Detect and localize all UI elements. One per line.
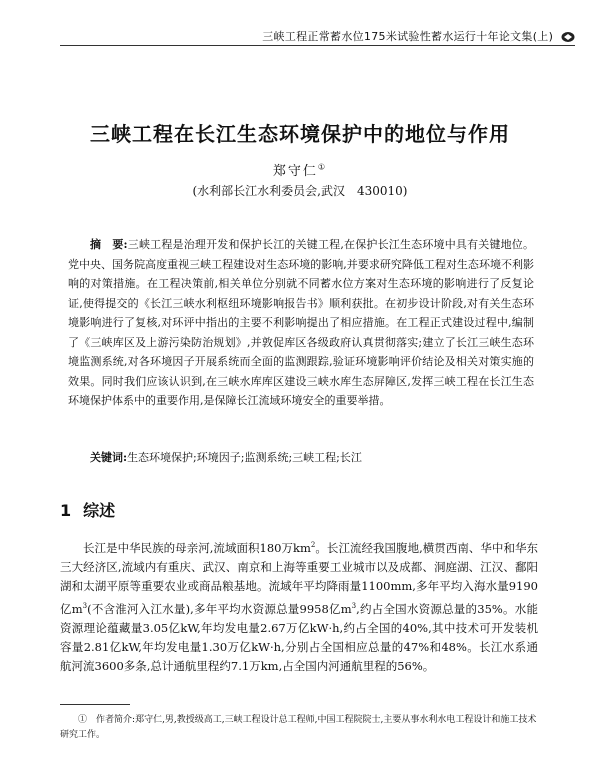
abstract-text: 三峡工程是治理开发和保护长江的关键工程,在保护长江生态环境中具有关键地位。党中央、国务院高度重视三峡工程建设对生态环境的影响,并要求研究降低工程对生态环境不利影响的对策措施。在工程决策前,相关单位分别就不同蓄水位方案对生态环境的影响进行了反复论证,使得提交的《长江三峡水利枢纽环境影响报告书》顺利获批。在初步设计阶段,对有关生态环境影响进行了复核,对环评中指出的主要不利影响提出了相应措施。在工程正式建设过程中,编制了《三峡库区及上游污染防治规划》,并敦促库区各级政府认真贯彻落实;建立了长江三峡生态环境监测系统,对各环境因子开展系统而全面的监测跟踪,验证环境影响评价结论及相关对策实施的效果。同时我们应该认识到,在三峡水库库区建设三峡水库生态屏障区,发挥三峡工程在长江生态环境保护体系中的重要作用,是保障长江流域环境安全的重要举措。 xyxy=(68,238,534,407)
body-text-d: ,约占全国水资源总量的35%。水能资源理论蕴藏量3.05亿kW,年均发电量2.67万亿kW·h,约占全国的40%,其中技术可开发装机容量2.81亿kW,年均发电量1.30万亿kW·h,分别占全国相应总量的47%和48%。长江水系通航河流3600多条,总计通航里程约7.1万km,占全国内河通航里程的56%。 xyxy=(60,601,538,674)
abstract-label: 摘 要: xyxy=(90,238,128,251)
footnote-rule xyxy=(60,704,130,705)
keywords-label: 关键词: xyxy=(90,451,128,464)
running-title: 三峡工程正常蓄水位175米试验性蓄水运行十年论文集(上) xyxy=(262,30,554,43)
footnote xyxy=(60,713,538,743)
superscript: 3 xyxy=(82,601,88,610)
superscript: 3 xyxy=(351,601,357,610)
footnote-text: 作者简介:郑守仁,男,教授级高工,三峡工程设计总工程师,中国工程院院士,主要从事水利水电工程设计和施工技术研究工作。 xyxy=(60,715,537,740)
keywords-text: 生态环境保护;环境因子;监测系统;三峡工程;长江 xyxy=(127,451,362,464)
affiliation: (水利部长江水利委员会,武汉 430010) xyxy=(192,184,408,198)
header-rule xyxy=(60,45,575,46)
author-name: 郑守仁 xyxy=(272,164,318,179)
keywords xyxy=(68,449,534,465)
author-footnote-mark: ① xyxy=(317,162,328,172)
book-logo-icon xyxy=(561,31,575,43)
body-text-a: 长江是中华民族的母亲河,流域面积180万km xyxy=(83,540,311,555)
section-title: 综述 xyxy=(83,501,116,520)
abstract xyxy=(68,235,534,411)
author-line xyxy=(0,160,600,179)
section-number: 1 xyxy=(60,501,72,520)
paper-title: 三峡工程在长江生态环境保护中的地位与作用 xyxy=(90,122,510,146)
superscript: 2 xyxy=(310,541,316,549)
running-header xyxy=(0,28,575,44)
body-paragraph xyxy=(60,536,538,677)
footnote-mark: ① xyxy=(78,715,88,725)
body-text-b: 。长江流经我国腹地,横贯西南、华中和华东三大经济区,流域内有重庆、武汉、南京和上海等重要工业城市以及成都、洞庭湖、江汉、鄱阳湖和太湖平原等重要农业或商品粮基地。流域年平均降雨量1100mm,多年平均入海水量9190亿m xyxy=(60,540,538,616)
body-text-c: (不含淮河入江水量),多年平均水资源总量9958亿m xyxy=(87,601,352,616)
section-heading xyxy=(60,498,115,521)
